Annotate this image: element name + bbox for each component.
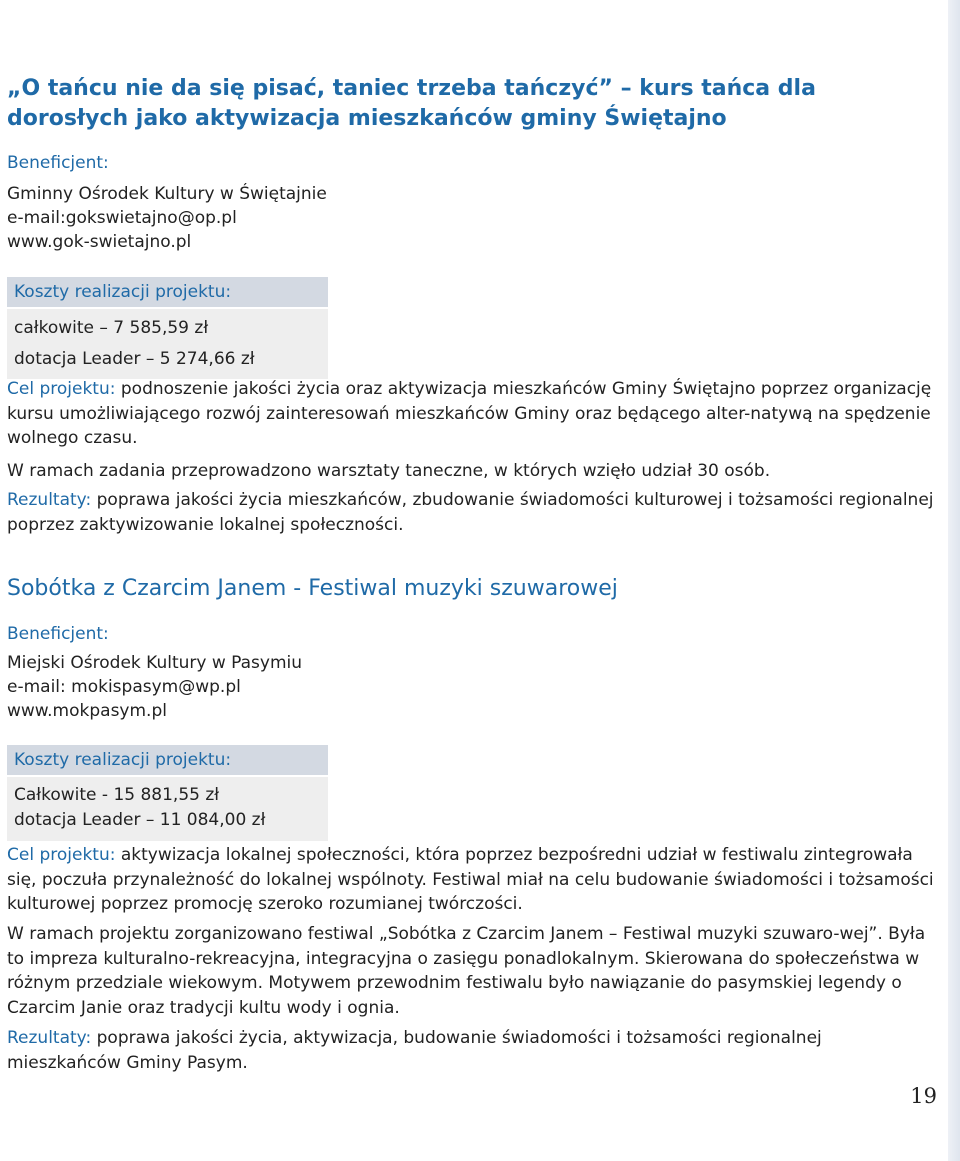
section2-title: Sobótka z Czarcim Janem - Festiwal muzyki szuwarowej: [7, 576, 618, 601]
section2-beneficiary-name: Miejski Ośrodek Kultury w Pasymiu: [7, 653, 303, 673]
section1-goal: [7, 377, 937, 451]
section1-beneficiary-label: Beneficjent:: [7, 153, 109, 173]
section1-costs-box: [7, 277, 328, 379]
section2-costs-box: [7, 745, 328, 841]
section2-goal-label: Cel projektu:: [7, 845, 116, 865]
section1-results: [7, 488, 937, 537]
section1-goal-text: podnoszenie jakości życia oraz aktywizacja mieszkańców Gminy Świętajno poprzez organizację kursu umożliwiającego rozwój zainteresowań mieszkańców Gminy oraz będącego alter-natywą na spędzenie wolnego czasu.: [7, 379, 932, 448]
section2-goal: [7, 843, 937, 917]
section2-costs-body: [7, 777, 328, 841]
section2-cost-total: Całkowite - 15 881,55 zł: [14, 785, 220, 805]
section1-beneficiary-name: Gminny Ośrodek Kultury w Świętajnie: [7, 184, 327, 204]
section1-cost-total: całkowite – 7 585,59 zł: [14, 318, 209, 338]
section1-cost-leader: dotacja Leader – 5 274,66 zł: [14, 349, 255, 369]
section1-costs-label: Koszty realizacji projektu:: [7, 277, 328, 307]
section2-cost-leader: dotacja Leader – 11 084,00 zł: [14, 810, 266, 830]
page-number: 19: [910, 1084, 937, 1108]
section1-www: www.gok-swietajno.pl: [7, 232, 192, 252]
section1-results-text: poprawa jakości życia mieszkańców, zbudowanie świadomości kulturowej i tożsamości regionalnej poprzez zaktywizowanie lokalnej społeczności.: [7, 490, 934, 535]
section2-goal-text: aktywizacja lokalnej społeczności, która poprzez bezpośredni udział w festiwalu zintegrowała się, poczuła przynależność do lokalnej wspólnoty. Festiwal miał na celu budowanie świadomości i tożsamości kulturowej poprzez promocję szeroko rozumianej twórczości.: [7, 845, 934, 914]
section1-workshop: W ramach zadania przeprowadzono warsztaty taneczne, w których wzięło udział 30 osób.: [7, 461, 771, 481]
section1-goal-label: Cel projektu:: [7, 379, 116, 399]
section2-results-text: poprawa jakości życia, aktywizacja, budowanie świadomości i tożsamości regionalnej mieszkańców Gminy Pasym.: [7, 1028, 822, 1073]
section1-results-label: Rezultaty:: [7, 490, 92, 510]
section1-title: „O tańcu nie da się pisać, taniec trzeba tańczyć” – kurs tańca dla dorosłych jako aktywizacja mieszkańców gminy Świętajno: [7, 76, 816, 131]
section2-results: [7, 1026, 937, 1075]
section2-results-label: Rezultaty:: [7, 1028, 92, 1048]
section2-costs-label: Koszty realizacji projektu:: [7, 745, 328, 775]
section2-beneficiary-label: Beneficjent:: [7, 624, 109, 644]
section1-costs-body: [7, 309, 328, 379]
section2-www: www.mokpasym.pl: [7, 701, 167, 721]
section2-festival: W ramach projektu zorganizowano festiwal „Sobótka z Czarcim Janem – Festiwal muzyki szuwaro-wej”. Była to impreza kulturalno-rekreacyjna, integracyjna o zasięgu ponadlokalnym. Skierowana do społeczeństwa w różnym przedziale wiekowym. Motywem przewodnim festiwalu było nawiązanie do pasymskiej legendy o Czarcim Janie oraz tradycji kultu wody i ognia.: [7, 924, 926, 1018]
page-edge-strip: [948, 0, 960, 1161]
section2-email: e-mail: mokispasym@wp.pl: [7, 677, 241, 697]
section1-email: e-mail:gokswietajno@op.pl: [7, 208, 237, 228]
